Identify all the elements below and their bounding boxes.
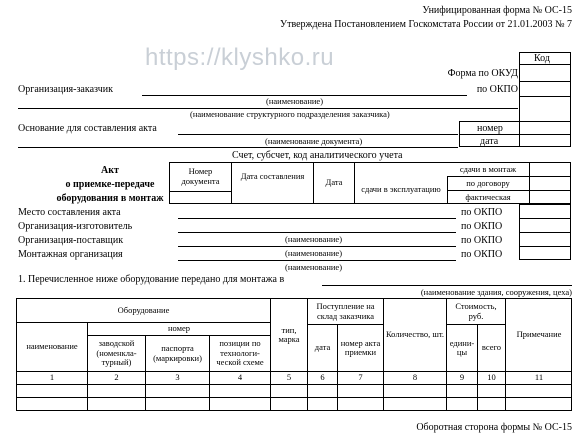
section1-text: 1. Перечисленное ниже оборудование передано для монтажа в [18,274,285,285]
watermark: https://klyshko.ru [145,44,335,71]
code-label: Код [534,53,550,64]
col-num-10: 10 [487,372,496,383]
date-label: дата [480,136,499,147]
doc-hint: (наименование документа) [265,136,363,146]
col-num-6: 6 [320,372,325,383]
position-head: позиции по технологи-ческой схеме [216,338,264,368]
col-num-1: 1 [49,372,55,383]
act-title-3: оборудования в монтаж [56,193,164,204]
factory-head: заводской (номенкла-турный) [96,338,137,368]
act-number-head: номер акта приемки [340,337,381,357]
doc-number-head: Номер документа [181,166,220,186]
supplier-label: Организация-поставщик [18,235,124,246]
installer-label: Монтажная организация [18,249,123,260]
contract-head: по договору [466,177,510,188]
passport-head: паспорта (маркировки) [153,343,202,363]
quantity-head: Количество, шт. [385,329,445,340]
arrival-head: Поступление на склад заказчика [316,301,375,321]
account-label: Счет, субсчет, код аналитического учета [232,150,403,161]
supplier-name-hint: (наименование) [285,234,343,244]
number-head: номер [167,323,191,334]
manufacturer-label: Организация-изготовитель [18,221,133,232]
col-num-9: 9 [459,372,465,383]
act-title-2: о приемке-передаче [65,179,155,190]
operation-head: сдачи в эксплуатацию [361,183,441,194]
customer-label: Организация-заказчик [18,84,114,95]
okud-label: Форма по ОКУД [447,68,518,79]
division-hint: (наименование структурного подразделения заказчика) [190,109,390,119]
okpo-label: по ОКПО [476,84,518,95]
col-num-11: 11 [534,372,544,383]
code-box [519,52,571,147]
col-num-4: 4 [237,372,243,383]
total-cost-head: всего [481,342,502,353]
col-num-7: 7 [358,372,363,383]
install-date-head: сдачи в монтаж [459,163,517,174]
note-head: Примечание [516,329,562,340]
name-head: наименование [26,341,78,352]
name-hint: (наименование) [266,96,324,106]
installer-name-hint: (наименование) [285,248,343,258]
cost-head: Стоимость, руб. [455,301,497,321]
section1-hint: (наименование здания, сооружения, цеха) [420,287,572,297]
col-num-8: 8 [412,372,418,383]
doc-date-head: Дата составления [240,170,305,181]
date-head: Дата [325,177,343,188]
type-head: тип, марка [278,324,300,344]
footer-text: Оборотная сторона формы № ОС-15 [416,422,572,433]
arrival-date-head: дата [314,342,331,353]
approval-text: Утверждена Постановлением Госкомстата России от 21.01.2003 № 7 [280,19,572,30]
col-num-3: 3 [175,372,180,383]
number-label: номер [477,123,503,134]
col-num-2: 2 [114,372,119,383]
okpo-manufacturer: по ОКПО [461,221,503,232]
col-num-5: 5 [286,372,292,383]
okpo-supplier: по ОКПО [461,235,503,246]
form-name: Унифицированная форма № ОС-15 [422,5,572,16]
unit-cost-head: едини-цы [449,337,475,357]
basis-label: Основание для составления акта [18,123,157,134]
installer-name-hint-2: (наименование) [285,262,343,272]
okpo-place: по ОКПО [461,207,503,218]
act-title-1: Акт [101,165,119,176]
place-label: Место составления акта [18,207,121,218]
actual-head: фактическая [465,191,511,202]
okpo-installer: по ОКПО [461,249,503,260]
equipment-head: Оборудование [117,304,170,315]
